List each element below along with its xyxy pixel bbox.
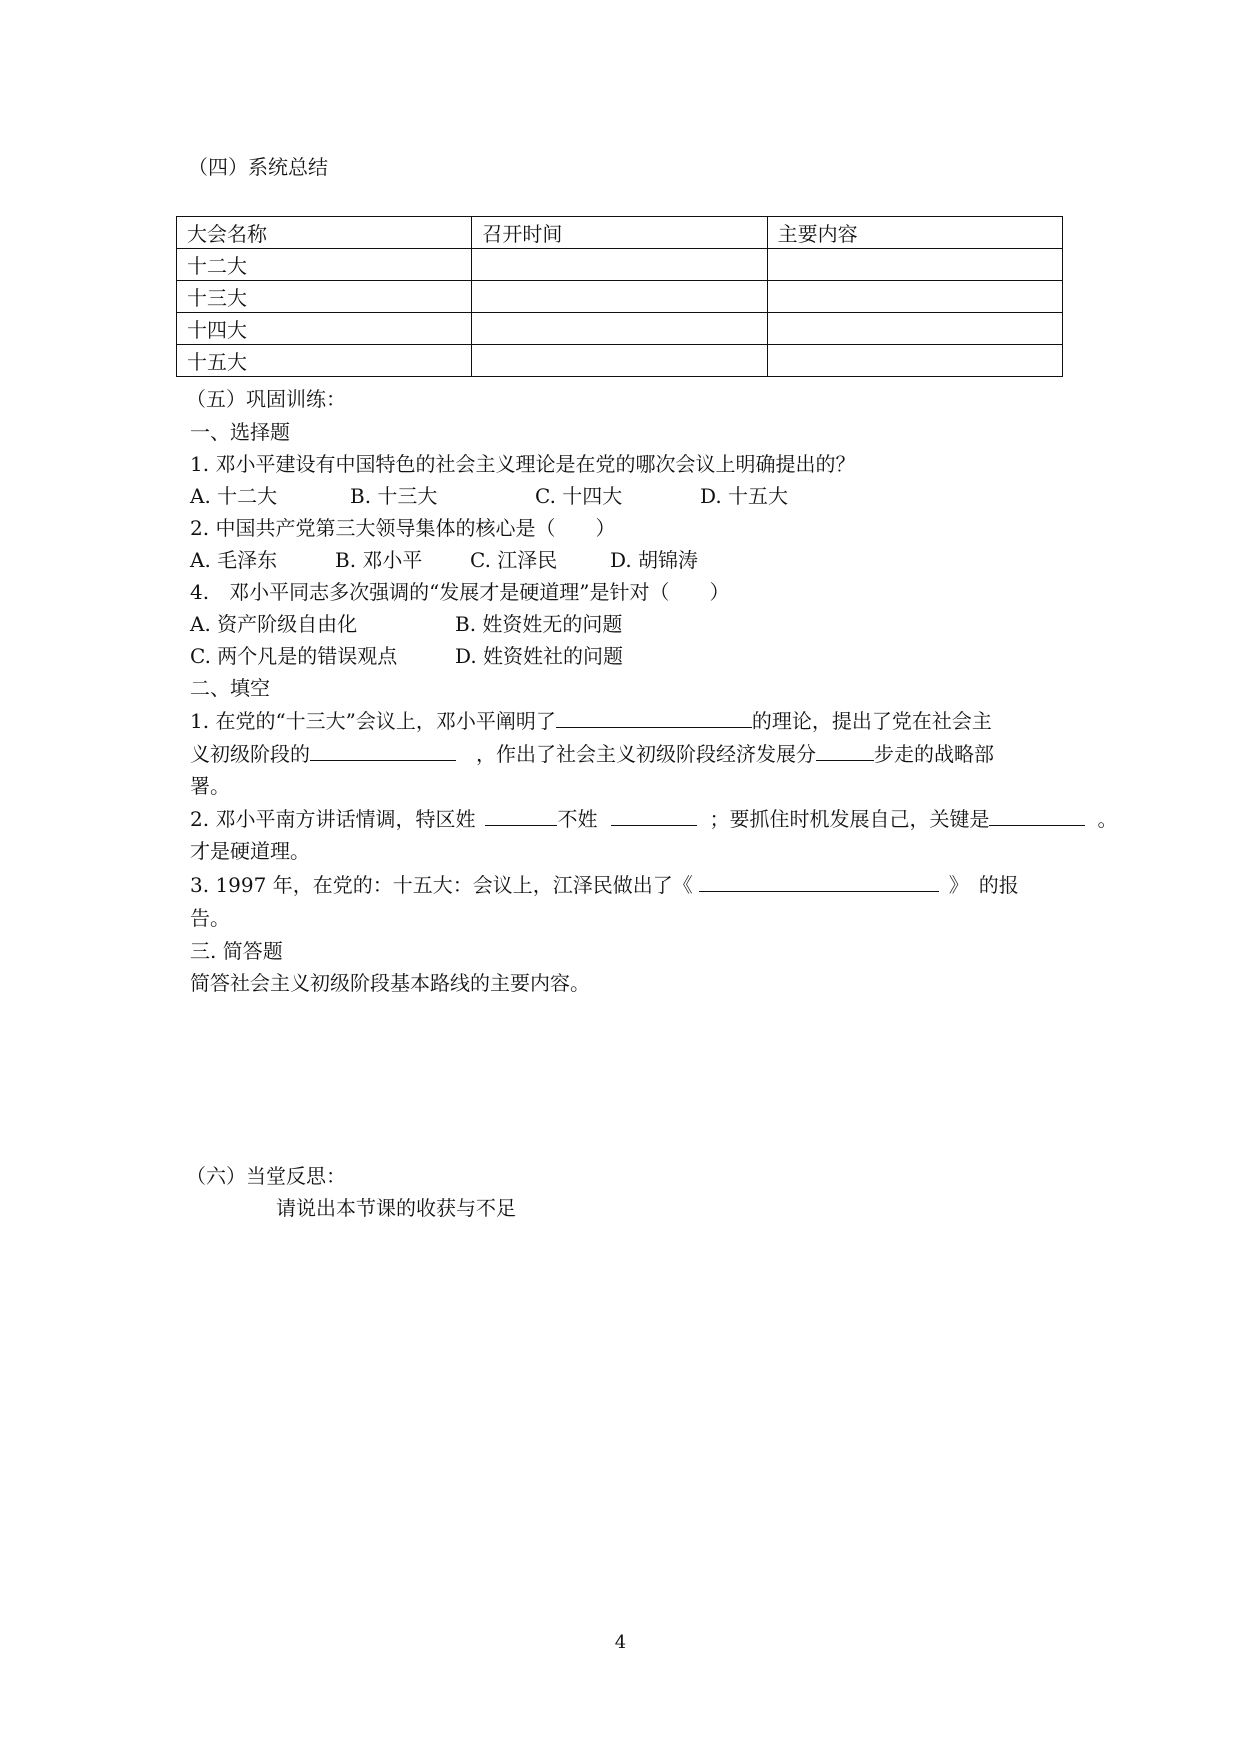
table-cell [767, 313, 1062, 345]
option-text: D. 姓资姓社的问题 [455, 644, 624, 668]
table-cell: 十二大 [177, 249, 472, 281]
fill-text: 义初级阶段的 [190, 742, 310, 766]
table-cell [767, 281, 1062, 313]
fill-text: ，作出了社会主义初级阶段经济发展分 [476, 742, 816, 766]
table-header-cell: 大会名称 [177, 217, 472, 249]
answer-blank[interactable] [989, 805, 1085, 826]
answer-blank[interactable] [816, 740, 874, 761]
fill-text: 3. 1997 年，在党的：十五大：会议上，江泽民做出了《 [190, 873, 693, 897]
section-5-heading: （五）巩固训练： [186, 387, 346, 411]
answer-blank[interactable] [485, 805, 557, 826]
table-cell [472, 345, 767, 377]
option-text: A. 毛泽东 [190, 548, 278, 572]
answer-blank[interactable] [699, 871, 939, 892]
choice-question-2: 2. 中国共产党第三大领导集体的核心是（ ） [190, 516, 616, 540]
option-text: A. 资产阶级自由化 [190, 612, 358, 636]
choice-heading: 一、选择题 [190, 420, 290, 444]
table-cell [767, 345, 1062, 377]
option-text: D. 十五大 [700, 484, 789, 508]
fill-question-1-line1 [190, 707, 992, 735]
table-header-cell: 召开时间 [472, 217, 767, 249]
table-cell: 十四大 [177, 313, 472, 345]
answer-blank[interactable] [611, 805, 697, 826]
fill-question-1-line3: 署。 [190, 774, 230, 798]
table-header-cell: 主要内容 [767, 217, 1062, 249]
table-cell [472, 249, 767, 281]
table-cell [472, 281, 767, 313]
section-6-heading: （六）当堂反思： [186, 1164, 346, 1188]
answer-blank[interactable] [556, 707, 752, 728]
fill-heading: 二、填空 [190, 676, 270, 700]
choice-question-1: 1. 邓小平建设有中国特色的社会主义理论是在党的哪次会议上明确提出的？ [190, 452, 856, 476]
table-cell [767, 249, 1062, 281]
option-text: C. 江泽民 [470, 548, 558, 572]
option-text: C. 十四大 [535, 484, 623, 508]
fill-text: ；要抓住时机发展自己，关键是 [709, 807, 990, 831]
option-text: B. 十三大 [350, 484, 438, 508]
fill-text: 2. 邓小平南方讲话情调，特区姓 [190, 807, 476, 831]
fill-question-2-line2: 才是硬道理。 [190, 839, 310, 863]
table-row [177, 281, 1063, 313]
option-text: C. 两个凡是的错误观点 [190, 644, 398, 668]
fill-question-2-line1 [190, 805, 1117, 833]
page-number: 4 [614, 1632, 627, 1653]
fill-text: 。 [1097, 807, 1118, 831]
table-row [177, 345, 1063, 377]
summary-table [176, 216, 1063, 377]
choice-question-4: 4. 邓小平同志多次强调的“发展才是硬道理”是针对（ ） [190, 580, 730, 604]
short-answer-heading: 三. 简答题 [190, 939, 283, 963]
fill-question-3-line1 [190, 871, 1019, 899]
table-cell [472, 313, 767, 345]
table-header-row [177, 217, 1063, 249]
table-cell: 十三大 [177, 281, 472, 313]
option-text: D. 胡锦涛 [610, 548, 699, 572]
section-4-heading: （四）系统总结 [188, 155, 328, 179]
option-text: B. 邓小平 [335, 548, 423, 572]
reflection-prompt: 请说出本节课的收获与不足 [276, 1196, 516, 1220]
option-text: B. 姓资姓无的问题 [455, 612, 623, 636]
short-answer-question: 简答社会主义初级阶段基本路线的主要内容。 [190, 971, 590, 995]
table-row [177, 249, 1063, 281]
fill-question-3-line2: 告。 [190, 906, 230, 930]
fill-text: 步走的战略部 [874, 742, 994, 766]
option-text: A. 十二大 [190, 484, 278, 508]
fill-question-1-line2 [190, 740, 994, 768]
answer-blank[interactable] [310, 740, 456, 761]
table-row [177, 313, 1063, 345]
table-cell: 十五大 [177, 345, 472, 377]
fill-text: 不姓 [557, 807, 598, 831]
fill-text: 的理论，提出了党在社会主 [751, 709, 992, 733]
fill-text: 》 的报 [948, 873, 1019, 897]
fill-text: 1. 在党的“十三大”会议上，邓小平阐明了 [190, 709, 556, 733]
